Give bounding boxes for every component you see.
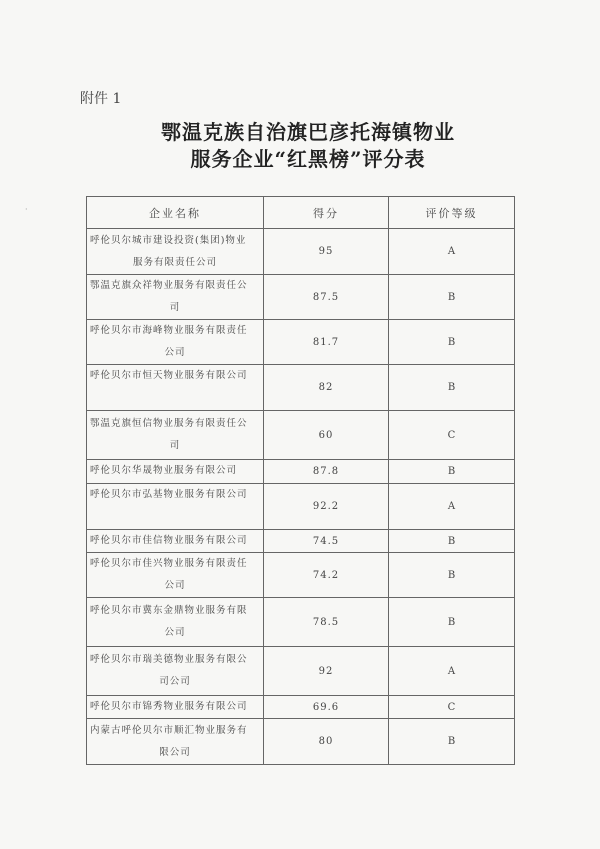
table-row [87,460,515,484]
table-row [87,553,515,598]
company-name-line-2: 公司 [164,347,186,358]
header-grade: 评价等级 [389,197,515,229]
company-name-cell [87,275,264,320]
score-cell: 74.5 [264,530,389,553]
score-cell: 60 [264,411,389,460]
company-name-line-1: 呼伦贝尔市佳信物业服务有限公司 [90,535,248,546]
company-name-cell [87,647,264,696]
grade-cell: C [389,411,515,460]
header-score: 得分 [264,197,389,229]
score-cell: 81.7 [264,320,389,365]
company-name-cell [87,598,264,647]
company-name-line-2: 司 [169,440,181,451]
company-name-line-2: 司公司 [159,676,191,687]
table-row [87,229,515,275]
company-name-cell [87,365,264,411]
company-name-cell [87,696,264,719]
company-name-cell [87,411,264,460]
table-row [87,598,515,647]
company-name-line-2: 限公司 [159,746,191,758]
company-name-line-1: 鄂温克旗恒信物业服务有限责任公 [90,418,248,429]
table-row [87,647,515,696]
grade-cell: C [389,696,515,719]
company-name-cell [87,320,264,365]
scan-speck: · [25,205,28,214]
grade-cell: B [389,275,515,320]
score-cell: 87.5 [264,275,389,320]
company-name-line-1: 呼伦贝尔市恒天物业服务有限公司 [90,370,248,381]
score-cell: 87.8 [264,460,389,484]
company-name-line-1: 鄂温克旗众祥物业服务有限责任公 [90,280,248,291]
company-name-cell [87,229,264,275]
table-row [87,320,515,365]
rating-table [86,196,515,765]
score-cell: 69.6 [264,696,389,719]
grade-cell: B [389,365,515,411]
table-row [87,275,515,320]
company-name-line-1: 呼伦贝尔市海峰物业服务有限责任 [90,325,248,336]
table-row [87,411,515,460]
score-cell: 92 [264,647,389,696]
attachment-label: 附件 1 [80,91,122,107]
company-name-line-1: 呼伦贝尔市冀东金鼎物业服务有限 [90,605,248,616]
company-name-cell [87,530,264,553]
company-name-line-2: 服务有限责任公司 [132,256,217,268]
grade-cell: B [389,598,515,647]
table-row [87,365,515,411]
table-row [87,484,515,530]
company-name-line-1: 呼伦贝尔市佳兴物业服务有限责任 [90,558,248,569]
grade-cell: B [389,460,515,484]
company-name-line-2: 公司 [164,580,186,591]
company-name-cell [87,719,264,765]
company-name-line-1: 内蒙古呼伦贝尔市顺汇物业服务有 [90,724,248,736]
score-cell: 82 [264,365,389,411]
company-name-line-1: 呼伦贝尔市瑞美德物业服务有限公 [90,654,248,665]
grade-cell: A [389,647,515,696]
company-name-line-2: 公司 [164,627,186,638]
company-name-line-2: 司 [169,302,181,313]
document-title-line-1: 鄂温克族自治旗巴彦托海镇物业 [161,120,455,144]
score-cell: 78.5 [264,598,389,647]
company-name-line-1: 呼伦贝尔华晟物业服务有限公司 [90,465,238,476]
table-row [87,696,515,719]
grade-cell: A [389,484,515,530]
table-row [87,719,515,765]
company-name-cell [87,460,264,484]
document-title-line-2: 服务企业“红黑榜”评分表 [190,147,426,171]
table-header-row [87,197,515,229]
company-name-cell [87,553,264,598]
score-cell: 74.2 [264,553,389,598]
table-body [87,229,515,765]
grade-cell: B [389,320,515,365]
company-name-line-1: 呼伦贝尔城市建设投资(集团)物业 [90,234,247,246]
grade-cell: B [389,553,515,598]
company-name-line-1: 呼伦贝尔市锦秀物业服务有限公司 [90,701,248,712]
score-cell: 92.2 [264,484,389,530]
score-cell: 80 [264,719,389,765]
grade-cell: B [389,530,515,553]
grade-cell: A [389,229,515,275]
company-name-line-1: 呼伦贝尔市弘基物业服务有限公司 [90,489,248,500]
grade-cell: B [389,719,515,765]
table-row [87,530,515,553]
header-company-name: 企业名称 [87,197,264,229]
company-name-cell [87,484,264,530]
score-cell: 95 [264,229,389,275]
